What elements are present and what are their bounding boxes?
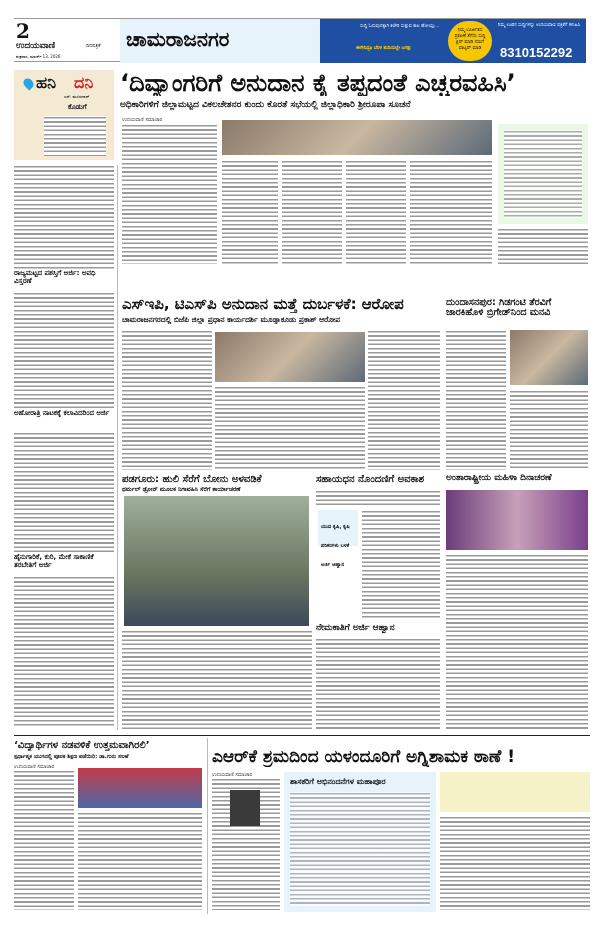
story-headline: ಎಸ್‌ಇಪಿ, ಟಿಎಸ್‌ಪಿ ಅನುದಾನ ಮತ್ತೆ ದುರ್ಬಳಕೆ: ಆರೋಪ bbox=[122, 296, 404, 313]
highlights-box bbox=[498, 124, 588, 224]
story-headline: ಅಂತಾರಾಷ್ಟ್ರೀಯ ಮಹಿಳಾ ದಿನಾಚರಣೆ bbox=[446, 474, 552, 483]
meeting-photo bbox=[222, 120, 492, 155]
main-subhead: ಅಧಿಕಾರಿಗಳಿಗೆ ಜಿಲ್ಲಾಮಟ್ಟದ ವಿಕಲಚೇತನರ ಕುಂದು ಕೊರತೆ ಸಭೆಯಲ್ಲಿ ಜಿಲ್ಲಾಧಿಕಾರಿ ಶ್ರೀರೂಪಾ ಸೂಚನೆ bbox=[120, 101, 411, 110]
date: ಶುಕ್ರವಾರ, ಮಾರ್ಚ್ 13, 2026 bbox=[16, 54, 61, 59]
brigade-photo bbox=[510, 330, 588, 385]
bottom-right-headline: ಎಆರ್‌ಕೆ ಶ್ರಮದಿಂದ ಯಳಂದೂರಿಗೆ ಅಗ್ನಿಶಾಮಕ ಠಾಣೆ ! bbox=[212, 748, 515, 767]
edition-label: ದಿನಪತ್ರಿಕೆ bbox=[86, 43, 101, 49]
story-subhead: ಚಾಮರಾಜನಗರದಲ್ಲಿ ಬಿಜೆಪಿ ಜಿಲ್ಲಾ ಪ್ರಧಾನ ಕಾರ್ಯದರ್ಶಿ ಮೂಡ್ನಾಕೂಡು ಪ್ರಕಾಶ್ ಆರೋಪ bbox=[122, 316, 341, 324]
masthead bbox=[14, 18, 586, 62]
paper-name: ಉದಯವಾಣಿ bbox=[16, 41, 56, 51]
bottom-left-subhead: ಸ್ಪರ್ಧಾತ್ಮಕ ಯುಗದಲ್ಲಿ ಪೂರಕ ಶಿಕ್ಷಣ ಪಡೆಯಿರಿ: ಡಾ.ಗುರು ಸಲಹೆ bbox=[14, 754, 129, 760]
story-headline: ಸಹಾಯಧನ ನೊಂದಣಿಗೆ ಅವಕಾಶ bbox=[316, 474, 425, 485]
press-meet-photo bbox=[215, 332, 365, 382]
students-photo bbox=[78, 768, 202, 808]
section-title: ಚಾಮರಾಜನಗರ bbox=[120, 19, 320, 63]
congrats-box: ಶಾಸಕರಿಗೆ ಅಭಿನಂದನೆಗಳ ಮಹಾಪೂರ bbox=[284, 772, 436, 912]
ad-phone[interactable]: 8310152292 bbox=[500, 45, 573, 60]
story-headline: ಪಡಗೂರು: ಹುಲಿ ಸೆರೆಗೆ ಬೋನು ಅಳವಡಿಕೆ bbox=[122, 474, 262, 485]
hani-dani-sidebar: ಹನಿ ದನಿ ಎಸ್. ಮಂಜುನಾಥ್ ಕೊಡುಗೆ bbox=[14, 70, 114, 160]
pull-quote: ಯುವ ಕೃಷಿ, ಕೃಷಿ ಪರಿಕರಗಳು ಬಳಕೆ ಅರ್ಜಿ ಆಹ್ವಾನ bbox=[318, 510, 358, 546]
page-number: 2 bbox=[16, 19, 30, 43]
main-headline: ‘ದಿವ್ಯಾಂಗರಿಗೆ ಅನುದಾನ ಕೈ ತಪ್ಪದಂತೆ ಎಚ್ಚರವಹಿಸಿ’ bbox=[120, 70, 516, 97]
ad-badge: ನಿಮ್ಮ ಊರ್ಜಿತದ ಪ್ರಕಟಣೆ ತೆಗೆದು ಸುದ್ದಿ ಕ್ಲಿಪ್ ಮಾಡಿ ನಮಗೆ ವಾಟ್ಸಪ್ ಮಾಡಿ bbox=[448, 21, 492, 61]
mla-photo bbox=[230, 790, 260, 826]
advertisement: ಸುದ್ದಿ ಓದುವುದಕ್ಕಾಗಿ ಕಚೇರಿ ಸುತ್ತುವ ಕಾಲ ಹೋಯ್ತು... ಈಗೇನಿದ್ರೂ ಬೆರಳ ತುದಿಯಲ್ಲೇ ಜಗತ್ತು ನಿಮ್ಮ ಊರ್ಜಿತದ ಪ್ರಕಟಣೆ ತೆಗೆದು ಸುದ್ದಿ ಕ್ಲಿಪ್ ಮಾಡಿ ನಮಗೆ ವಾಟ್ಸಪ್ ಮಾಡಿ ನಿಮ್ಮ ಊರಿನ ಸುದ್ದಿಗಳನ್ನು ಉದಯವಾಣಿ ಪತ್ರಿಕೆಗೆ ಕಳುಹಿಸಿ 8310152292 bbox=[320, 19, 586, 63]
left-story-title: ರಾಜ್ಯಮಟ್ಟದ ಪಶಸ್ತಿಗೆ ಅರ್ಜಿ: ಅವಧಿ ವಿಸ್ತರಣೆ bbox=[14, 270, 96, 285]
womens-day-photo bbox=[446, 490, 588, 550]
highlights-box bbox=[440, 772, 590, 812]
bottom-left-headline: ‘ವಿದ್ಯಾರ್ಥಿಗಳ ನಡವಳಿಕೆ ಉತ್ತಮವಾಗಿರಲಿ’ bbox=[14, 740, 150, 751]
story-subhead: ಥರ್ಮಲ್ ಡ್ರೋನ್ ಮೂಲಕ ನಿಗಾವಹಿಸಿ ಸೆರೆಗೆ ಕಾರ್ಯಾಚರಣೆ bbox=[122, 487, 241, 493]
tiger-cage-photo bbox=[124, 496, 309, 626]
drop-icon bbox=[21, 76, 35, 90]
story-headline: ದುಂದಾಸನಪುರ: ಗಿಡಗಂಟಿ ತೆರವಿಗೆ ಜಾರಕಿಹೊಳಿ ಬ್ರಿಗೇಡ್‌ನಿಂದ ಮನವಿ bbox=[446, 298, 552, 319]
story-headline: ನೇಮಕಾತಿಗೆ ಅರ್ಜಿ ಆಹ್ವಾನ bbox=[316, 624, 395, 633]
left-story-title: ಹೈನುಗಾರಿಕೆ, ಕುರಿ, ಮೇಕೆ ಸಾಕಾಣಿಕೆ ತರಬೇತಿಗೆ ಅರ್ಜಿ bbox=[14, 554, 94, 569]
left-story-title: ಅಹೋರಾತ್ರಿ ನಾಟಕಕ್ಕೆ ಕಲಾವಿದರಿಂದ ಅರ್ಜಿ bbox=[14, 410, 110, 417]
